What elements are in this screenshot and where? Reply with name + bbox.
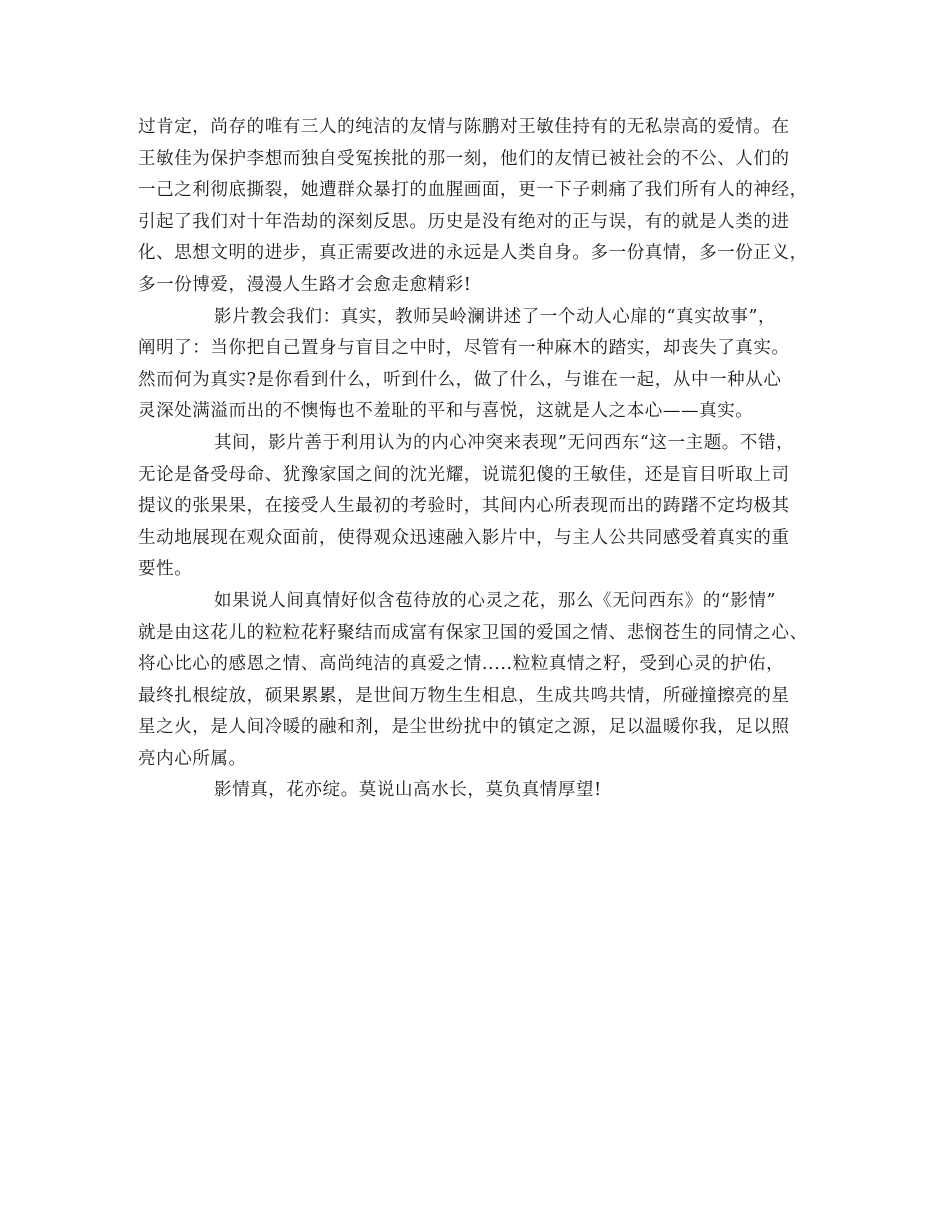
text-line: 化、思想文明的进步，真正需要改进的永远是人类自身。多一份真情，多一份正义， [138, 243, 808, 264]
text-line: 过肯定，尚存的唯有三人的纯洁的友情与陈鹏对王敏佳持有的无私崇高的爱情。在 [138, 117, 790, 137]
text-line: 阐明了：当你把自己置身与盲目之中时，尽管有一种麻木的踏实，却丧失了真实。 [138, 338, 790, 359]
text-line: 最终扎根绽放，硕果累累，是世间万物生生相息，生成共鸣共情，所碰撞擦亮的星 [138, 685, 790, 706]
document-body [138, 112, 838, 807]
text-line: 要性。 [138, 559, 193, 580]
text-line: 提议的张果果，在接受人生最初的考验时，其间内心所表现而出的踌躇不定均极其 [138, 496, 790, 517]
text-line: 一己之利彻底撕裂，她遭群众暴打的血腥画面，更一下子刺痛了我们所有人的神经， [138, 180, 808, 201]
text-line: 无论是备受母命、犹豫家国之间的沈光耀，说谎犯傻的王敏佳，还是盲目听取上司 [138, 464, 790, 485]
text-line: 灵深处满溢而出的不懊悔也不羞耻的平和与喜悦，这就是人之本心——真实。 [138, 401, 754, 422]
text-line: 亮内心所属。 [138, 748, 247, 769]
text-line: 将心比心的感恩之情、高尚纯洁的真爱之情.....粒粒真情之籽，受到心灵的护佑， [138, 654, 785, 675]
text-line: 生动地展现在观众面前，使得观众迅速融入影片中，与主人公共同感受着真实的重 [138, 527, 790, 548]
text-line: 星之火，是人间冷暖的融和剂，是尘世纷扰中的镇定之源，足以温暖你我，足以照 [138, 717, 790, 738]
text-line: 多一份博爱，漫漫人生路才会愈走愈精彩! [138, 274, 472, 295]
text-line: 王敏佳为保护李想而独自受冤挨批的那一刻，他们的友情已被社会的不公、人们的 [138, 148, 790, 169]
text-line: 然而何为真实?是你看到什么，听到什么，做了什么，与谁在一起，从中一种从心 [138, 369, 782, 390]
text-line: 其间，影片善于利用认为的内心冲突来表现”无问西东“这一主题。不错， [214, 432, 795, 453]
text-line: 如果说人间真情好似含苞待放的心灵之花，那么《无问西东》的“影情” [214, 590, 777, 611]
text-line: 影情真，花亦绽。莫说山高水长，莫负真情厚望! [214, 780, 602, 801]
text-line: 就是由这花儿的粒粒花籽聚结而成富有保家卫国的爱国之情、悲悯苍生的同情之心、 [138, 622, 808, 643]
text-line: 影片教会我们：真实，教师吴岭澜讲述了一个动人心扉的“真实故事”， [214, 306, 777, 327]
text-line: 引起了我们对十年浩劫的深刻反思。历史是没有绝对的正与误，有的就是人类的进 [138, 211, 790, 232]
